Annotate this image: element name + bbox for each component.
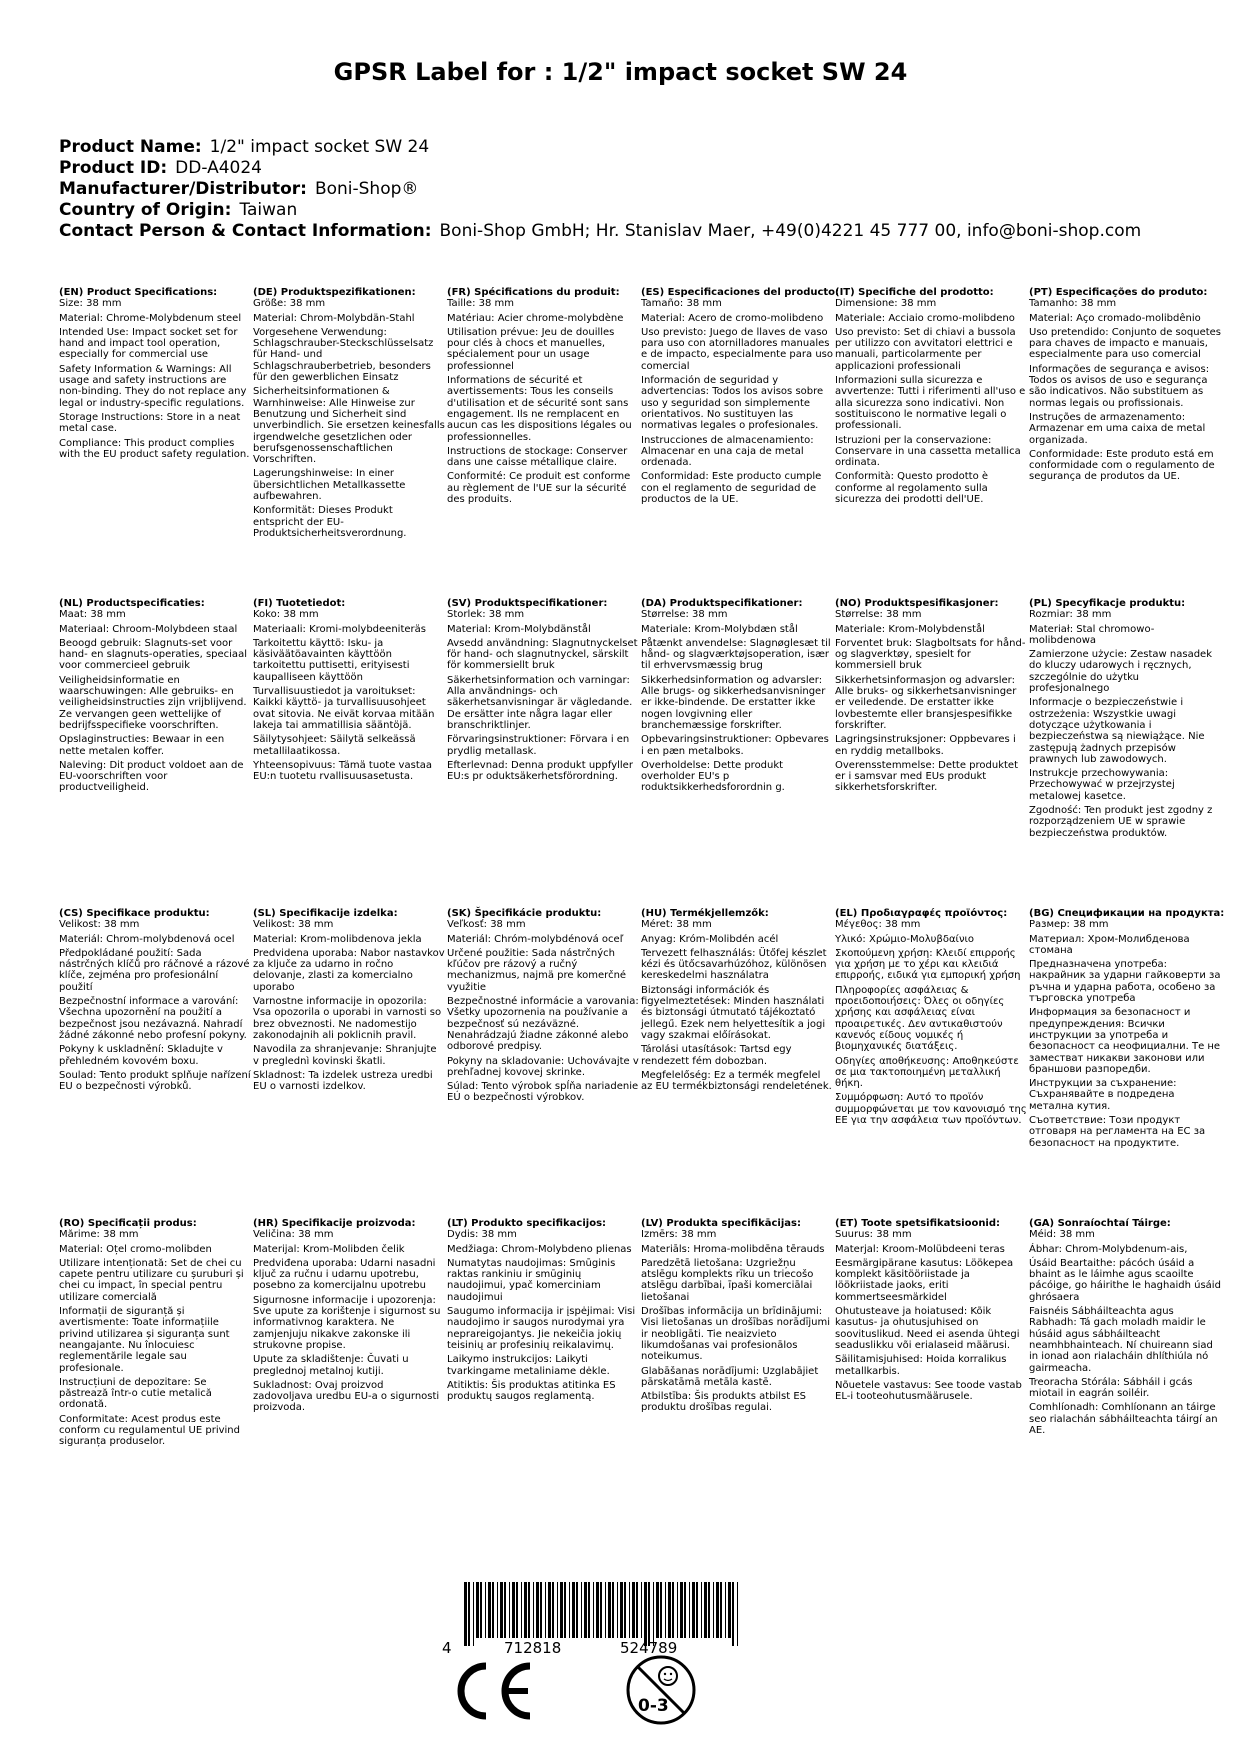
spec-line: Naleving: Dit product voldoet aan de EU-voorschriften voor productveiligheid.: [59, 759, 244, 794]
spec-line: Υλικό: Χρώμιο-Μολυβδαίνιο: [835, 933, 975, 945]
spec-line: Säkerhetsinformation och varningar: Alla användnings- och säkerhetsanvisningar är vägledande. De ersätter inte några lagar eller branschriktlinjer.: [447, 674, 633, 731]
spec-header: (EL) Προδιαγραφές προϊόντος:: [835, 908, 1008, 919]
spec-block-de: [253, 287, 445, 542]
age-label: 0-3: [638, 1696, 669, 1716]
spec-line: Ábhar: Chrom-Molybdenum-ais,: [1029, 1243, 1188, 1255]
spec-line: Säilytysohjeet: Säilytä selkeässä metallilaatikossa.: [253, 734, 416, 757]
spec-line: Lagerungshinweise: In einer übersichtlichen Metallkassette aufbewahren.: [253, 468, 406, 503]
barcode-bar: [701, 1582, 702, 1638]
spec-line: Storage Instructions: Store in a neat metal case.: [59, 411, 241, 435]
barcode-bar: [641, 1582, 642, 1638]
spec-header: (IT) Specifiche del prodotto:: [835, 287, 994, 298]
spec-line: Comhlíonadh: Comhlíonann an táirge seo rialachán sábháilteachta táirgí an AE.: [1029, 1402, 1218, 1437]
spec-line: Určené použitie: Sada nástrčných kľúčov pre rázový a ručný mechanizmus, najmä pre komerčné využitie: [447, 947, 627, 993]
spec-line: Conformidade: Este produto está em conformidade com o regulamento de segurança de produtos da UE.: [1029, 448, 1215, 483]
spec-line: Medžiaga: Chrom-Molybdeno plienas: [447, 1243, 632, 1255]
spec-line: Bezpečnostné informácie a varovania: Všetky upozornenia na používanie a bezpečnosť sú nezáväzné. Nenahrádzajú žiadne zákonné alebo odborové predpisy.: [447, 996, 639, 1053]
barcode-bar: [548, 1582, 551, 1638]
barcode-bar: [672, 1582, 674, 1638]
spec-line: Información de seguridad y advertencias: Todos los avisos sobre uso y seguridad son simplemente orientativos. No sustituyen las normativas legales o profesionales.: [641, 375, 824, 432]
spec-line: Materiaali: Kromi-molybdeeniteräs: [253, 623, 426, 635]
barcode-bars: [464, 1582, 738, 1646]
spec-line: Sukladnost: Ovaj proizvod zadovoljava uredbu EU-a o sigurnosti proizvoda.: [253, 1379, 440, 1414]
barcode-bar: [612, 1582, 614, 1638]
spec-line: Materiaal: Chroom-Molybdeen staal: [59, 623, 238, 635]
product-info: [59, 137, 1141, 242]
contact-value: Boni-Shop GmbH; Hr. Stanislav Maer, +49(0)4221 45 777 00, info@boni-shop.com: [439, 221, 1142, 241]
origin-row: [59, 200, 1141, 221]
spec-block-pt: [1029, 287, 1221, 486]
barcode-bar: [569, 1582, 570, 1638]
spec-line: Předpokládané použití: Sada nástrčných klíčů pro ráčnové a rázové klíče, zejména pro profesionální použití: [59, 947, 250, 993]
spec-line: Materiál: Chróm-molybdénová oceľ: [447, 933, 624, 945]
spec-line: Predvidena uporaba: Nabor nastavkov za ključe za udarno in ročno delovanje, zlasti za komercialno uporabo: [253, 947, 445, 993]
spec-line: Beoogd gebruik: Slagnuts-set voor hand- en slagnuts-operaties, speciaal voor commercieel gebruik: [59, 637, 247, 672]
spec-line: Uso pretendido: Conjunto de soquetes para chaves de impacto e manuais, especialmente para uso comercial: [1029, 326, 1222, 361]
spec-line: Veličina: 38 mm: [253, 1229, 334, 1241]
spec-line: Taille: 38 mm: [447, 298, 515, 310]
barcode-bar: [473, 1582, 474, 1646]
barcode-bar: [488, 1582, 491, 1638]
spec-line: Faisnéis Sábháilteachta agus Rabhadh: Tá gach moladh maidir le húsáid agus sábháilteacht neamhbhainteach. Ní chuireann siad in ionad aon rialacháin dhlíthiúla nó gairmeacha.: [1029, 1306, 1213, 1374]
barcode-bar: [636, 1582, 638, 1638]
spec-line: Glabāšanas norādījumi: Uzglabājiet pārskatāmā metāla kastē.: [641, 1365, 819, 1388]
spec-line: Intended Use: Impact socket set for hand and impact tool operation, especially for commercial use: [59, 326, 238, 361]
spec-line: Material: Acero de cromo-molibdeno: [641, 312, 824, 324]
spec-line: Instructions de stockage: Conserver dans une caisse métallique claire.: [447, 445, 628, 469]
barcode-bar: [528, 1582, 530, 1638]
spec-line: Avsedd användning: Slagnutnyckelset för hand- och slagnutnyckel, särskilt för kommersiellt bruk: [447, 637, 638, 672]
barcode-bar: [629, 1582, 630, 1638]
spec-line: Safety Information & Warnings: All usage and safety instructions are non-binding. They do not replace any legal or industry-specific regulations.: [59, 363, 247, 409]
spec-line: Biztonsági információk és figyelmeztetések: Minden használati és biztonsági útmutató tájékoztató jellegű. Ezek nem helyettesítik a jogi vagy szakmai előírásokat.: [641, 984, 826, 1041]
barcode-bar: [665, 1582, 666, 1638]
spec-line: Opslaginstructies: Bewaar in een nette metalen koffer.: [59, 734, 225, 757]
spec-line: Instruções de armazenamento: Armazenar em uma caixa de metal organizada.: [1029, 411, 1206, 446]
barcode-bar: [725, 1582, 726, 1638]
barcode-bar: [692, 1582, 695, 1638]
barcode-bar: [576, 1582, 578, 1638]
spec-line: Mărime: 38 mm: [59, 1229, 139, 1241]
barcode-bar: [596, 1582, 599, 1638]
spec-header: (DE) Produktspezifikationen:: [253, 287, 416, 298]
page-title: GPSR Label for : 1/2" impact socket SW 24: [333, 58, 908, 86]
spec-line: Tervezett felhasználás: Ütőfej készlet kézi és ütőcsavarhúzóhoz, különösen kereskedelmi használatra: [641, 947, 827, 982]
spec-line: Instrucciones de almacenamiento: Almacenar en una caja de metal ordenada.: [641, 434, 814, 469]
spec-line: Zamierzone użycie: Zestaw nasadek do kluczy udarowych i ręcznych, szczególnie do użytku profesjonalnego: [1029, 649, 1212, 695]
spec-line: Konformität: Dieses Produkt entspricht der EU-Produktsicherheitsverordnung.: [253, 505, 407, 539]
spec-block-hr: [253, 1218, 445, 1417]
spec-line: Vorgesehene Verwendung: Schlagschrauber-Steckschlüsselsatz für Hand- und Schlagschrauberbetrieb, besonders für den gewerblichen Einsatz: [253, 326, 434, 384]
barcode-bar: [660, 1582, 662, 1638]
contact-label: Contact Person & Contact Information:: [59, 221, 432, 241]
spec-line: Turvallisuustiedot ja varoitukset: Kaikki käyttö- ja turvallisuusohjeet ovat sitovia. Ne eivät korvaa mitään lakeja tai ammatillisia sääntöjä.: [253, 686, 435, 731]
barcode-bar: [468, 1582, 470, 1646]
spec-line: Materjal: Kroom-Molübdeeni teras: [835, 1243, 1005, 1255]
spec-line: Tamaño: 38 mm: [641, 298, 722, 310]
spec-line: Maat: 38 mm: [59, 609, 126, 621]
spec-line: Größe: 38 mm: [253, 298, 326, 310]
spec-line: Méret: 38 mm: [641, 919, 712, 931]
spec-header: (GA) Sonraíochtaí Táirge:: [1029, 1218, 1171, 1229]
barcode-bar: [581, 1582, 582, 1638]
barcode-bar: [572, 1582, 575, 1638]
contact-row: [59, 221, 1141, 242]
spec-line: Materiāls: Hroma-molibdēna tērauds: [641, 1243, 825, 1255]
spec-line: Informações de segurança e avisos: Todos os avisos de uso e segurança são indicativos. Não substituem as normas legais ou profissionais.: [1029, 363, 1210, 409]
spec-line: Úsáid Beartaithe: pácóch úsáid a bhaint as le láimhe agus scaoilte pácóige, go háirithe le haghaidh úsáid ghrósaera: [1029, 1257, 1221, 1303]
spec-block-sv: [447, 598, 639, 785]
spec-line: Informations de sécurité et avertissements: Tous les conseils d'utilisation et de sécurité sont sans engagement. Ils ne remplacent en aucun cas les dispositions légales ou professionnelles.: [447, 375, 632, 443]
barcode-group-2: 524789: [620, 1639, 678, 1657]
barcode-bar: [557, 1582, 558, 1638]
spec-line: Storlek: 38 mm: [447, 609, 525, 621]
spec-block-it: [835, 287, 1027, 508]
spec-line: Navodila za shranjevanje: Shranjujte v preglednì kovinski škatli.: [253, 1044, 437, 1067]
spec-header: (SV) Produktspecifikationer:: [447, 598, 608, 609]
spec-line: Upute za skladištenje: Čuvati u preglednoj metalnoj kutiji.: [253, 1354, 409, 1377]
spec-line: Informacje o bezpieczeństwie i ostrzeżenia: Wszystkie uwagi dotyczące użytkowania i bezpieczeństwa są niewiążące. Nie zastępują żadnych przepisów prawnych lub zawodowych.: [1029, 697, 1205, 765]
manufacturer-label: Manufacturer/Distributor:: [59, 179, 307, 199]
spec-block-lt: [447, 1218, 639, 1405]
spec-line: Zgodność: Ten produkt jest zgodny z rozporządzeniem UE w sprawie bezpieczeństwa produktów.: [1029, 805, 1213, 839]
spec-header: (SL) Specifikacije izdelka:: [253, 908, 398, 919]
spec-header: (DA) Produktspecifikationer:: [641, 598, 803, 609]
spec-block-en: [59, 287, 251, 463]
spec-line: Съответствие: Този продукт отговаря на регламента на ЕС за безопасност на продуктите.: [1029, 1115, 1206, 1149]
barcode-bar: [521, 1582, 522, 1638]
spec-line: Atitiktis: Šis produktas atitinka ES produktų saugos reglamentą.: [447, 1379, 616, 1403]
spec-header: (NL) Productspecificaties:: [59, 598, 205, 609]
barcode-bar: [677, 1582, 678, 1638]
spec-line: Material: Krom-molibdenova jekla: [253, 933, 422, 945]
barcode-bar: [492, 1582, 494, 1638]
barcode-bar: [696, 1582, 698, 1638]
spec-line: Предназначена употреба: накрайник за ударни гайковерти за ръчна и ударна работа, особено за търговска употреба: [1029, 959, 1221, 1005]
barcode-bar: [545, 1582, 546, 1638]
spec-line: Material: Oțel cromo-molibden: [59, 1243, 212, 1255]
spec-line: Treoracha Stórála: Sábháil i gcás miotail in eagrán soiléir.: [1029, 1376, 1193, 1400]
spec-line: Soulad: Tento produkt splňuje nařízení EU o bezpečnosti výrobků.: [59, 1069, 251, 1093]
not-for-children-icon: [625, 1654, 697, 1726]
manufacturer-value: Boni-Shop®: [314, 179, 419, 199]
spec-line: Ohutusteave ja hoiatused: Kõik kasutus- ja ohutusjuhised on soovituslikud. Need ei asenda ühtegi seaduslikku või erialaseid määrusi.: [835, 1306, 1020, 1351]
spec-header: (SK) Špecifikácie produktu:: [447, 908, 602, 919]
product-id-label: Product ID:: [59, 158, 168, 178]
spec-line: Materiale: Krom-Molybdæn stål: [641, 623, 798, 635]
spec-line: Utilizare intenționată: Set de chei cu capete pentru utilizare cu șuruburi și chei cu impact, în special pentru utilizare comercială: [59, 1257, 244, 1303]
spec-line: Informații de siguranță și avertismente: Toate informațiile privind utilizarea și siguranța sunt neangajante. Nu înlocuiesc reglementările legale sau profesionale.: [59, 1306, 230, 1374]
spec-block-ga: [1029, 1218, 1221, 1439]
barcode-bar: [593, 1582, 594, 1638]
spec-line: Materiale: Krom-Molybdenstål: [835, 623, 985, 635]
spec-line: Matériau: Acier chrome-molybdène: [447, 312, 624, 324]
spec-block-sl: [253, 908, 445, 1095]
barcode-bar: [552, 1582, 554, 1638]
spec-line: Материал: Хром-Молибденова стомана: [1029, 933, 1190, 956]
spec-header: (PL) Specyfikacje produktu:: [1029, 598, 1186, 609]
spec-line: Material: Chrom-Molybdän-Stahl: [253, 312, 415, 324]
spec-block-fr: [447, 287, 639, 508]
spec-block-ro: [59, 1218, 251, 1451]
spec-line: Compliance: This product complies with the EU product safety regulation.: [59, 437, 250, 460]
spec-line: Predviđena uporaba: Udarni nasadni ključ za ručnu i udarnu upotrebu, posebno za komercijalnu upotrebu: [253, 1257, 436, 1292]
baby-face-icon: [659, 1667, 677, 1685]
spec-line: Instrucțiuni de depozitare: Se păstrează într-o cutie metalică ordonată.: [59, 1376, 212, 1411]
spec-line: Laikymo instrukcijos: Laikyti tvarkingame metaliniame dėkle.: [447, 1354, 610, 1377]
barcode-bar: [668, 1582, 671, 1638]
product-name-label: Product Name:: [59, 137, 202, 157]
spec-line: Forventet bruk: Slagboltsats for hånd- og slagverktøy, spesielt for kommersiell bruk: [835, 637, 1026, 672]
spec-line: Uso previsto: Juego de llaves de vaso para uso con atornilladores manuales e de impacto, especialmente para uso comercial: [641, 326, 833, 372]
spec-line: Uso previsto: Set di chiavi a bussola per utilizzo con avvitatori elettrici e manuali, particolarmente per applicazioni professionali: [835, 326, 1016, 372]
spec-line: Skladnost: Ta izdelek ustreza uredbi EU o varnosti izdelkov.: [253, 1069, 433, 1093]
barcode-bar: [605, 1582, 606, 1638]
spec-line: Velikost: 38 mm: [59, 919, 140, 931]
barcode-bar: [624, 1582, 626, 1638]
barcode-bar: [464, 1582, 467, 1646]
spec-line: Sigurnosne informacije i upozorenja: Sve upute za korištenje i sigurnost su informativnog karaktera. Ne zamjenjuju nikakve zakonske ili strukovne propise.: [253, 1294, 441, 1351]
spec-header: (HU) Termékjellemzők:: [641, 908, 769, 919]
spec-line: Instrukcje przechowywania: Przechowywać w przejrzystej metalowej kasetce.: [1029, 768, 1175, 802]
spec-header: (CS) Specifikace produktu:: [59, 908, 210, 919]
barcode-bar: [728, 1582, 731, 1638]
barcode-bar: [584, 1582, 587, 1638]
spec-line: Dimensione: 38 mm: [835, 298, 937, 310]
spec-line: Overholdelse: Dette produkt overholder EU's p roduktsikkerhedsforordnin g.: [641, 759, 785, 794]
barcode-bar: [653, 1582, 654, 1646]
spec-line: Οδηγίες αποθήκευσης: Αποθηκεύστε σε μια τακτοποιημένη μεταλλική θήκη.: [835, 1055, 1019, 1090]
spec-block-cs: [59, 908, 251, 1095]
spec-block-sk: [447, 908, 639, 1107]
barcode-bar: [516, 1582, 518, 1638]
spec-line: Tárolási utasítások: Tartsd egy rendezett fém dobozban.: [641, 1044, 792, 1067]
barcode-bar: [708, 1582, 710, 1638]
barcode-bar: [644, 1582, 647, 1646]
spec-line: Påtænkt anvendelse: Slagnøglesæt til hånd- og slagværktøjsoperation, især til erhvervsmæssig brug: [641, 637, 831, 672]
spec-line: Izmērs: 38 mm: [641, 1229, 717, 1241]
spec-line: Tarkoitettu käyttö: Isku- ja käsiväätöavainten käyttöön tarkoitettu puttisetti, erityisesti kaupalliseen käyttöön: [253, 637, 410, 683]
spec-line: Σκοπούμενη χρήση: Κλειδί επιρροής για χρήση με το χέρι και κλειδιά επιρροής, ειδικά για εμπορική χρήση: [835, 947, 1021, 982]
spec-line: Rozmiar: 38 mm: [1029, 609, 1112, 621]
spec-line: Conformità: Questo prodotto è conforme al regolamento sulla sicurezza dei prodotti dell'UE.: [835, 471, 989, 506]
product-id-row: [59, 158, 1141, 179]
barcode-group-1: 712818: [504, 1639, 562, 1657]
spec-header: (EN) Product Specifications:: [59, 287, 218, 298]
spec-header: (LT) Produkto specifikacijos:: [447, 1218, 607, 1229]
spec-block-lv: [641, 1218, 833, 1417]
manufacturer-row: [59, 179, 1141, 200]
spec-line: Størrelse: 38 mm: [641, 609, 728, 621]
spec-header: (FI) Tuotetiedot:: [253, 598, 346, 609]
spec-line: Drošības informācija un brīdinājumi: Visi lietošanas un drošības norādījumi ir neobligāti. Tie neaizvieto likumdošanas vai profesionālos noteikumus.: [641, 1306, 831, 1363]
spec-line: Yhteensopivuus: Tämä tuote vastaa EU:n tuotetu rvallisuusasetusta.: [253, 759, 432, 783]
barcode-bar: [680, 1582, 683, 1638]
ce-mark-icon: [450, 1660, 535, 1722]
barcode-bar: [704, 1582, 707, 1638]
spec-line: Súlad: Tento výrobok spĺňa nariadenie EÚ o bezpečnosti výrobkov.: [447, 1081, 639, 1104]
spec-line: Material: Krom-Molybdänstål: [447, 623, 591, 635]
barcode-bar: [600, 1582, 602, 1638]
spec-line: Pokyny na skladovanie: Uchovávajte v prehľadnej kovovej skrinke.: [447, 1055, 639, 1078]
barcode-bar: [560, 1582, 563, 1638]
spec-line: Säilitamisjuhised: Hoida korralikus metallkarbis.: [835, 1354, 1007, 1377]
spec-line: Veiligheidsinformatie en waarschuwingen: Alle gebruiks- en veiligheidsinstructies zijn vrijblijvend. Ze vervangen geen wettelijke of bedrijfsspecifieke voorschriften.: [59, 674, 247, 731]
spec-header: (FR) Spécifications du produit:: [447, 287, 620, 298]
barcode-bar: [732, 1582, 734, 1646]
spec-line: Materiale: Acciaio cromo-molibdeno: [835, 312, 1015, 324]
spec-line: Atbilstība: Šis produkts atbilst ES produktu drošības regulai.: [641, 1391, 807, 1414]
spec-header: (BG) Спецификации на продукта:: [1029, 908, 1225, 919]
spec-block-no: [835, 598, 1027, 797]
origin-value: Taiwan: [239, 200, 298, 220]
barcode-bar: [648, 1582, 650, 1646]
barcode-bar: [504, 1582, 506, 1638]
spec-block-nl: [59, 598, 251, 797]
spec-block-da: [641, 598, 833, 797]
ean-barcode: [438, 1582, 758, 1657]
barcode-bar: [533, 1582, 534, 1638]
barcode-bar: [608, 1582, 611, 1638]
barcode-bar: [540, 1582, 542, 1638]
barcode-bar: [497, 1582, 498, 1638]
spec-line: Förvaringsinstruktioner: Förvara i en prydlig metallask.: [447, 734, 630, 757]
barcode-digit-1: 4: [442, 1639, 452, 1657]
product-id-value: DD-A4024: [175, 158, 262, 178]
spec-block-bg: [1029, 908, 1225, 1152]
spec-line: Bezpečnostní informace a varování: Všechna upozornění na použití a bezpečnost jsou nezávazná. Nahradí žádné zákonné nebo profesní pokyny.: [59, 996, 247, 1041]
spec-block-fi: [253, 598, 445, 785]
spec-line: Conformité: Ce produit est conforme au règlement de l'UE sur la sécurité des produits.: [447, 471, 631, 506]
spec-header: (ES) Especificaciones del producto:: [641, 287, 840, 298]
barcode-bar: [476, 1582, 479, 1638]
spec-line: Conformitate: Acest produs este conform cu regulamentul UE privind siguranța produselor.: [59, 1413, 240, 1448]
spec-line: Materiál: Chrom-molybdenová ocel: [59, 933, 235, 945]
spec-line: Utilisation prévue: Jeu de douilles pour clés à chocs et manuelles, spécialement pour un usage professionnel: [447, 326, 615, 372]
spec-header: (NO) Produktspesifikasjoner:: [835, 598, 999, 609]
spec-line: Size: 38 mm: [59, 298, 122, 310]
barcode-bar: [620, 1582, 623, 1638]
spec-line: Nõuetele vastavus: See toode vastab EL-i tooteohutusmäärusele.: [835, 1379, 1022, 1403]
spec-line: Συμμόρφωση: Αυτό το προϊόν συμμορφώνεται με τον κανονισμό της ΕΕ για την ασφάλεια των προϊόντων.: [835, 1092, 1027, 1127]
spec-block-et: [835, 1218, 1027, 1405]
product-name-value: 1/2" impact socket SW 24: [209, 137, 430, 157]
barcode-bar: [632, 1582, 635, 1638]
spec-line: Suurus: 38 mm: [835, 1229, 912, 1241]
spec-line: Numatytas naudojimas: Smūginis raktas rankiniu ir smūginių naudojimui, ypač komerciniam naudojimui: [447, 1257, 616, 1303]
spec-header: (RO) Specificații produs:: [59, 1218, 197, 1229]
spec-line: Informazioni sulla sicurezza e avvertenze: Tutti i riferimenti all'uso e alla sicurezza sono indicativi. Non sostituiscono le normative legali o professionali.: [835, 375, 1026, 432]
barcode-bar: [737, 1582, 738, 1646]
spec-line: Veľkosť: 38 mm: [447, 919, 526, 931]
spec-line: Materiał: Stal chromowo-molibdenowa: [1029, 623, 1155, 646]
barcode-bar: [536, 1582, 539, 1638]
spec-line: Materijal: Krom-Molibden čelik: [253, 1243, 405, 1255]
spec-line: Istruzioni per la conservazione: Conservare in una cassetta metallica ordinata.: [835, 434, 1021, 469]
barcode-bar: [720, 1582, 722, 1638]
spec-block-el: [835, 908, 1027, 1129]
spec-line: Lagringsinstruksjoner: Oppbevares i en ryddig metallboks.: [835, 734, 1016, 757]
product-name-row: [59, 137, 1141, 158]
spec-line: Sicherheitsinformationen & Warnhinweise: Alle Hinweise zur Benutzung und Sicherheit sind unverbindlich. Sie ersetzen keinesfalls irgendwelche gesetzlichen oder berufsgenossenschaftlichen Vorschriften.: [253, 386, 445, 466]
barcode-bar: [684, 1582, 686, 1638]
barcode-bar: [617, 1582, 618, 1638]
spec-block-pl: [1029, 598, 1221, 842]
spec-header: (LV) Produkta specifikācijas:: [641, 1218, 801, 1229]
spec-block-es: [641, 287, 840, 508]
barcode-bar: [689, 1582, 690, 1638]
spec-line: Размер: 38 mm: [1029, 919, 1109, 931]
barcode-bar: [524, 1582, 527, 1638]
spec-line: Størrelse: 38 mm: [835, 609, 922, 621]
spec-line: Megfelelőség: Ez a termék megfelel az EU termékbiztonsági rendeletének.: [641, 1069, 832, 1093]
spec-line: Eesmärgipärane kasutus: Löökepea komplekt käsitööriistade ja löökriistade jaoks, eriti kommertseesmärkidel: [835, 1257, 1014, 1303]
spec-line: Paredzētā lietošana: Uzgriežņu atslēgu komplekts rīku un triecošo atslēgu darbībai, īpaši komerciālai lietošanai: [641, 1257, 814, 1303]
barcode-bar: [588, 1582, 590, 1638]
spec-line: Koko: 38 mm: [253, 609, 319, 621]
spec-line: Dydis: 38 mm: [447, 1229, 517, 1241]
barcode-bar: [485, 1582, 486, 1638]
spec-line: Μέγεθος: 38 mm: [835, 919, 921, 931]
spec-block-hu: [641, 908, 833, 1095]
barcode-bar: [564, 1582, 566, 1638]
spec-line: Anyag: Króm-Molibdén acél: [641, 933, 779, 945]
spec-line: Velikost: 38 mm: [253, 919, 334, 931]
spec-line: Sikkerhedsinformation og advarsler: Alle brugs- og sikkerhedsanvisninger er ikke-bindende. De erstatter ikke nogen lovgivning eller branchemæssige forskrifter.: [641, 674, 826, 731]
spec-header: (PT) Especificações do produto:: [1029, 287, 1208, 298]
spec-line: Material: Aço cromado-molibdênio: [1029, 312, 1201, 324]
spec-line: Varnostne informacije in opozorila: Vsa opozorila o uporabi in varnosti so brez obveznosti. Ne nadomestijo zakonodajnih ali poklicnih pravil.: [253, 996, 442, 1041]
spec-line: Πληροφορίες ασφάλειας & προειδοποιήσεις: Όλες οι οδηγίες χρήσης και ασφάλειας είναι προαιρετικές. Δεν αντικαθιστούν κανενός είδους νομικές ή βιομηχανικές διατάξεις.: [835, 984, 1005, 1053]
barcode-bar: [512, 1582, 515, 1638]
origin-label: Country of Origin:: [59, 200, 232, 220]
spec-line: Overensstemmelse: Dette produktet er i samsvar med EUs produkt sikkerhetsforskrifter.: [835, 759, 1018, 794]
spec-header: (HR) Specifikacije proizvoda:: [253, 1218, 416, 1229]
spec-line: Информация за безопасност и предупреждения: Всички инструкции за употреба и безопасност са неофициални. Те не заместват никакви законови или браншови разпоредби.: [1029, 1007, 1221, 1075]
spec-line: Tamanho: 38 mm: [1029, 298, 1117, 310]
spec-line: Opbevaringsinstruktioner: Opbevares i en pæn metalboks.: [641, 734, 829, 757]
spec-line: Material: Chrome-Molybdenum steel: [59, 312, 242, 324]
spec-line: Saugumo informacija ir įspėjimai: Visi naudojimo ir saugos nurodymai yra neprareigojantys. Jie nekeičia jokių teisinių ar profesinių reikalavimų.: [447, 1306, 636, 1351]
barcode-bar: [509, 1582, 510, 1638]
barcode-bar: [656, 1582, 659, 1638]
spec-header: (ET) Toote spetsifikatsioonid:: [835, 1218, 1001, 1229]
spec-line: Pokyny k uskladnění: Skladujte v přehledném kovovém boxu.: [59, 1044, 223, 1067]
spec-line: Conformidad: Este producto cumple con el reglamento de seguridad de productos de la UE.: [641, 471, 822, 506]
barcode-bar: [500, 1582, 503, 1638]
barcode-bar: [716, 1582, 719, 1638]
spec-line: Sikkerhetsinformasjon og advarsler: Alle bruks- og sikkerhetsanvisninger er veiledende. De erstatter ikke lovbestemte eller bransjespesifikke forskrifter.: [835, 674, 1017, 731]
spec-line: Méid: 38 mm: [1029, 1229, 1095, 1241]
barcode-bar: [480, 1582, 482, 1638]
spec-line: Efterlevnad: Denna produkt uppfyller EU:s pr oduktsäkerhetsförordning.: [447, 759, 633, 783]
spec-line: Инструкции за съхранение: Съхранявайте в подредена метална кутия.: [1029, 1078, 1177, 1112]
barcode-bar: [713, 1582, 714, 1638]
